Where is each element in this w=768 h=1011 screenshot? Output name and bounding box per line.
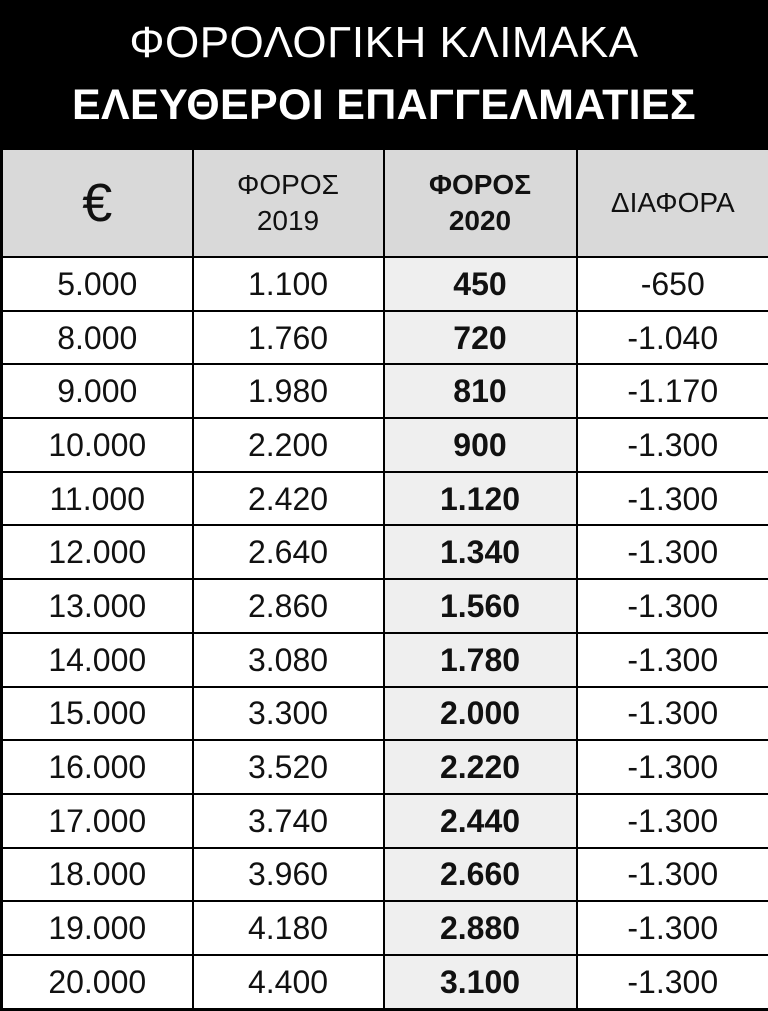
cell-difference: -1.300	[577, 525, 768, 579]
cell-difference: -1.300	[577, 633, 768, 687]
cell-tax-2019: 1.100	[193, 257, 384, 311]
cell-tax-2019: 2.860	[193, 579, 384, 633]
table-row	[2, 794, 768, 848]
column-header-tax-2019	[193, 150, 384, 257]
cell-difference: -650	[577, 257, 768, 311]
column-header-tax-2019-line1: ΦΟΡΟΣ	[237, 169, 339, 200]
cell-tax-2020: 2.440	[384, 794, 577, 848]
cell-tax-2019: 4.400	[193, 955, 384, 1009]
cell-tax-2020: 1.120	[384, 472, 577, 526]
page-subtitle: ΕΛΕΥΘΕΡΟΙ ΕΠΑΓΓΕΛΜΑΤΙΕΣ	[0, 74, 768, 136]
column-header-tax-2020	[384, 150, 577, 257]
table-row	[2, 848, 768, 902]
tax-table	[0, 150, 768, 1011]
table-row	[2, 955, 768, 1009]
cell-income: 12.000	[2, 525, 193, 579]
cell-difference: -1.040	[577, 311, 768, 365]
cell-tax-2020: 1.340	[384, 525, 577, 579]
cell-tax-2019: 3.300	[193, 687, 384, 741]
cell-income: 11.000	[2, 472, 193, 526]
cell-difference: -1.300	[577, 901, 768, 955]
cell-difference: -1.300	[577, 579, 768, 633]
cell-income: 14.000	[2, 633, 193, 687]
cell-income: 13.000	[2, 579, 193, 633]
cell-tax-2020: 2.880	[384, 901, 577, 955]
column-header-tax-2020-line2: 2020	[449, 205, 511, 236]
cell-income: 9.000	[2, 364, 193, 418]
header-row	[2, 150, 768, 257]
table-row	[2, 525, 768, 579]
cell-tax-2020: 3.100	[384, 955, 577, 1009]
cell-difference: -1.300	[577, 955, 768, 1009]
table-row	[2, 687, 768, 741]
cell-difference: -1.300	[577, 418, 768, 472]
cell-income: 19.000	[2, 901, 193, 955]
cell-income: 20.000	[2, 955, 193, 1009]
cell-tax-2020: 720	[384, 311, 577, 365]
cell-income: 17.000	[2, 794, 193, 848]
column-header-difference: ΔΙΑΦΟΡΑ	[577, 150, 768, 257]
cell-tax-2019: 2.200	[193, 418, 384, 472]
cell-difference: -1.300	[577, 740, 768, 794]
cell-tax-2019: 2.420	[193, 472, 384, 526]
table-body	[2, 257, 768, 1009]
table-row	[2, 364, 768, 418]
cell-tax-2020: 900	[384, 418, 577, 472]
table-row	[2, 311, 768, 365]
cell-difference: -1.300	[577, 472, 768, 526]
cell-income: 8.000	[2, 311, 193, 365]
cell-tax-2019: 4.180	[193, 901, 384, 955]
cell-tax-2020: 450	[384, 257, 577, 311]
cell-income: 5.000	[2, 257, 193, 311]
table-row	[2, 418, 768, 472]
table-header	[2, 150, 768, 257]
table-row	[2, 633, 768, 687]
cell-tax-2019: 3.520	[193, 740, 384, 794]
cell-income: 10.000	[2, 418, 193, 472]
cell-tax-2020: 2.660	[384, 848, 577, 902]
cell-tax-2019: 1.980	[193, 364, 384, 418]
cell-difference: -1.300	[577, 687, 768, 741]
title-banner	[0, 0, 768, 150]
column-header-income: €	[2, 150, 193, 257]
cell-tax-2020: 1.560	[384, 579, 577, 633]
cell-tax-2019: 2.640	[193, 525, 384, 579]
cell-tax-2019: 3.740	[193, 794, 384, 848]
column-header-tax-2020-line1: ΦΟΡΟΣ	[429, 169, 531, 200]
cell-difference: -1.170	[577, 364, 768, 418]
table-row	[2, 901, 768, 955]
table-row	[2, 579, 768, 633]
cell-tax-2020: 2.220	[384, 740, 577, 794]
column-header-tax-2019-line2: 2019	[257, 205, 319, 236]
cell-tax-2019: 3.080	[193, 633, 384, 687]
cell-difference: -1.300	[577, 794, 768, 848]
cell-tax-2020: 1.780	[384, 633, 577, 687]
table-row	[2, 257, 768, 311]
table-row	[2, 472, 768, 526]
page-title: ΦΟΡΟΛΟΓΙΚΗ ΚΛΙΜΑΚΑ	[0, 12, 768, 74]
cell-tax-2019: 1.760	[193, 311, 384, 365]
cell-tax-2020: 810	[384, 364, 577, 418]
cell-tax-2020: 2.000	[384, 687, 577, 741]
table-row	[2, 740, 768, 794]
cell-difference: -1.300	[577, 848, 768, 902]
cell-income: 18.000	[2, 848, 193, 902]
cell-income: 15.000	[2, 687, 193, 741]
cell-income: 16.000	[2, 740, 193, 794]
cell-tax-2019: 3.960	[193, 848, 384, 902]
